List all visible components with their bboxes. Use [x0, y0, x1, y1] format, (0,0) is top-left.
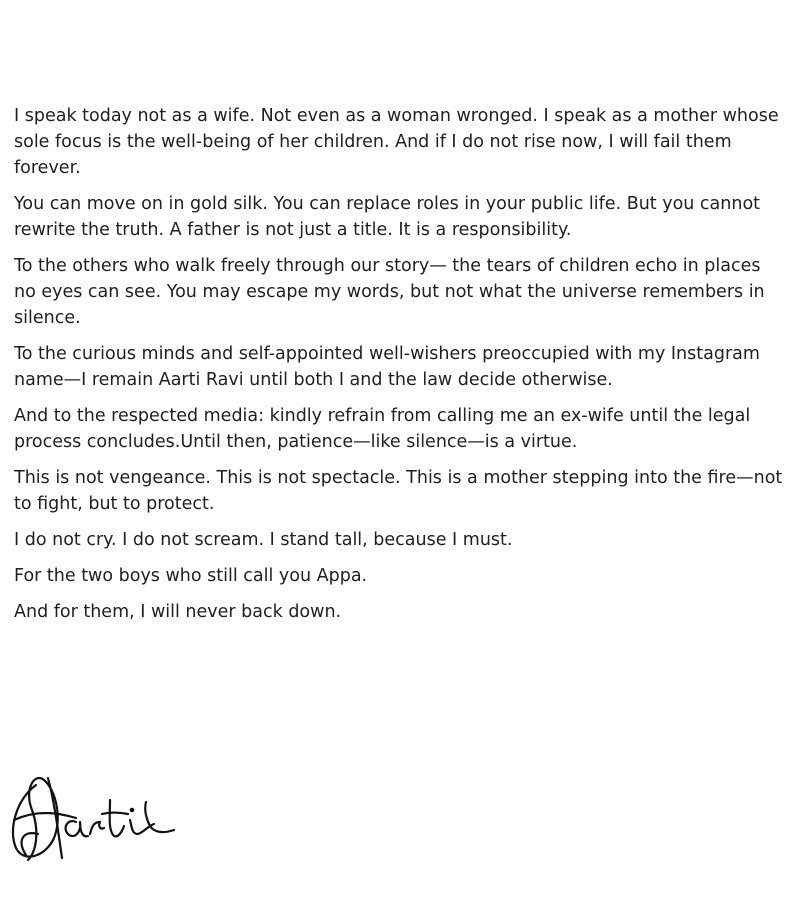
signature-drawing [6, 760, 186, 870]
paragraph-2: You can move on in gold silk. You can replace roles in your public life. But you cannot rewrite the truth. A father is not just a title. It is a responsibility. [14, 194, 761, 240]
paragraph-6: This is not vengeance. This is not spectacle. This is a mother stepping into the fire—not to fight, but to protect. [14, 468, 783, 514]
letter-body [14, 103, 784, 635]
paragraph-7: I do not cry. I do not scream. I stand tall, because I must. [14, 530, 513, 550]
paragraph-3: To the others who walk freely through our story— the tears of children echo in places no eyes can see. You may escape my words, but not what the universe remembers in silence. [14, 256, 765, 328]
paragraph-5: And to the respected media: kindly refrain from calling me an ex-wife until the legal process concludes.Until then, patience—like silence—is a virtue. [14, 406, 751, 452]
paragraph-9: And for them, I will never back down. [14, 602, 342, 622]
handwritten-signature [6, 760, 186, 870]
paragraph-8: For the two boys who still call you Appa. [14, 566, 368, 586]
paragraph-4: To the curious minds and self-appointed well-wishers preoccupied with my Instagram name—I remain Aarti Ravi until both I and the law decide otherwise. [14, 344, 760, 390]
paragraph-1: I speak today not as a wife. Not even as a woman wronged. I speak as a mother whose sole focus is the well-being of her children. And if I do not rise now, I will fail them forever. [14, 106, 779, 178]
